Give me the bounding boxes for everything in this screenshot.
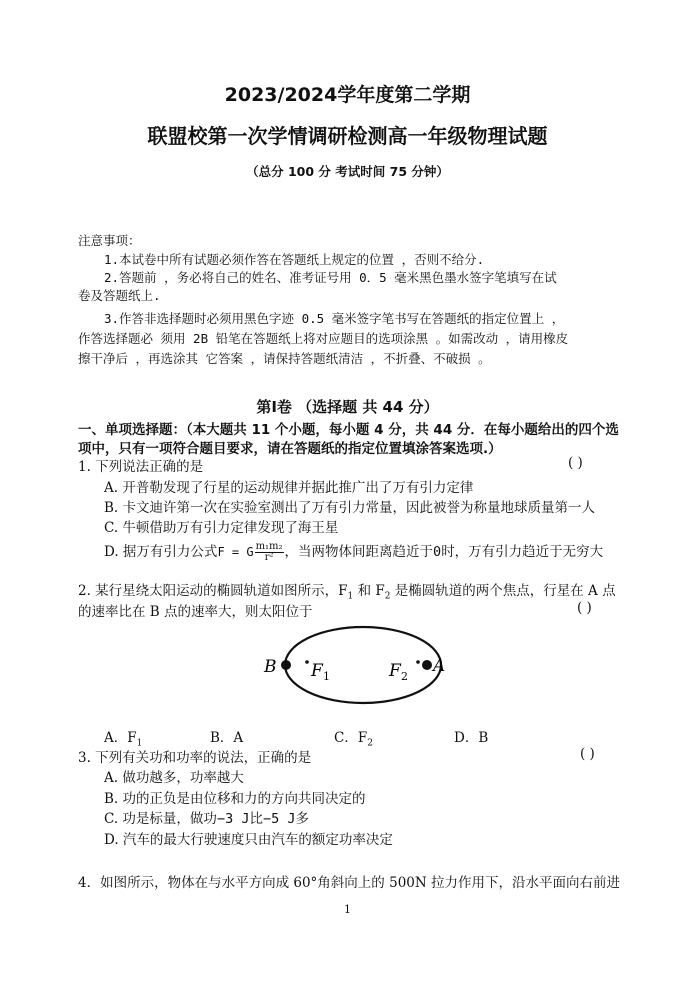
q2-option-a-subscript: 1	[136, 738, 143, 749]
q1-option-d-mid: ，当两物体间距离趋近于	[284, 544, 434, 560]
q1-zero: 0	[433, 544, 442, 560]
q1-formula-numerator: m₁m₂	[255, 541, 283, 552]
q3-stem: 3. 下列有关功和功率的说法，正确的是	[78, 750, 312, 766]
notice-item-3-line-2: 作答选择题必 须用 2B 铅笔在答题纸上将对应题目的选项涂黑 。如需改动 ，请用橡皮	[78, 331, 569, 346]
label-f1-subscript: 1	[323, 670, 330, 683]
q2-option-c-subscript: 2	[367, 738, 373, 749]
q4-stem: 4．如图所示，物体在与水平方向成 60°角斜向上的 500N 拉力作用下，沿水平面向右前进	[78, 875, 620, 891]
q1-formula-lhs: F = G	[217, 545, 254, 559]
focus-f1-dot	[305, 660, 309, 664]
q2-f1-subscript: 1	[347, 591, 354, 602]
q3-option-a: A. 做功越多，功率越大	[104, 770, 244, 786]
label-f1: F	[311, 661, 323, 681]
q3-option-c-prefix: C. 功是标量，做功	[104, 811, 217, 827]
section-title: 第Ⅰ卷 （选择题 共 44 分）	[256, 398, 439, 416]
q1-option-b: B. 卡文迪许第一次在实验室测出了万有引力常量，因此被誉为称量地球质量第一人	[104, 500, 596, 516]
notice-item-3-line-3: 擦干净后 ，再选涂其 它答案 ，请保持答题纸清洁 ，不折叠、不破损 。	[78, 351, 491, 366]
q3-value-1: −3 J	[216, 811, 250, 827]
label-f2-subscript: 2	[401, 670, 408, 683]
q1-answer-blank: ( )	[568, 455, 583, 471]
label-a: A	[433, 656, 446, 676]
q2-f2-subscript: 2	[384, 591, 391, 602]
q3-option-c-suffix: 多	[295, 811, 309, 827]
q1-formula-fraction	[255, 542, 284, 563]
notice-item-2-line-1: 2.答题前 ，务必将自己的姓名、准考证号用 0．5 毫米黑色墨水签字笔填写在试	[104, 270, 557, 285]
point-a	[422, 660, 432, 670]
label-b: B	[264, 657, 277, 677]
section-instructions-line-1: 一、单项选择题：（本大题共 11 个小题，每小题 4 分，共 44 分．在每小题给出的四个选	[78, 422, 619, 438]
exam-year-title: 2023/2024学年度第二学期	[224, 84, 471, 106]
orbit-ellipse	[285, 627, 441, 703]
q3-option-b: B. 功的正负是由位移和力的方向共同决定的	[104, 791, 366, 807]
q2-option-d: D．B	[454, 730, 489, 746]
section-instructions-line-2: 项中，只有一项符合题目要求，请在答题纸的指定位置填涂答案选项.）	[78, 441, 502, 457]
q3-option-c-mid: 比	[249, 811, 263, 827]
exam-subtitle: （总分 100 分 考试时间 75 分钟）	[246, 164, 449, 179]
q3-value-2: −5 J	[262, 811, 296, 827]
q2-option-c-text: C．F	[334, 730, 368, 746]
q1-option-a: A. 开普勒发现了行星的运动规律并据此推广出了万有引力定律	[104, 480, 474, 496]
orbit-figure	[255, 622, 455, 712]
q3-option-d: D. 汽车的最大行驶速度只由汽车的额定功率决定	[104, 832, 393, 848]
notice-item-2-line-2: 卷及答题纸上.	[78, 288, 161, 303]
q2-stem-part-a: 2. 某行星绕太阳运动的椭圆轨道如图所示，F	[78, 583, 348, 599]
q2-answer-blank: ( )	[577, 600, 592, 616]
point-b	[281, 660, 291, 670]
focus-f2-dot	[416, 660, 420, 664]
q3-option-c	[104, 807, 309, 827]
q1-option-d-prefix: D. 据万有引力公式	[104, 544, 218, 560]
q2-stem-line-1	[78, 579, 616, 602]
exam-title: 联盟校第一次学情调研检测高一年级物理试题	[147, 124, 548, 148]
q2-option-b: B．A	[210, 730, 244, 746]
q1-stem: 1. 下列说法正确的是	[78, 459, 204, 475]
q2-option-a-text: A．F	[104, 730, 137, 746]
q2-stem-line-2: 的速率比在 B 点的速率大，则太阳位于	[78, 604, 313, 620]
q2-option-c	[334, 726, 373, 749]
notice-item-3-line-1: 3.作答非选择题时必须用黑色字迹 0.5 毫米签字笔书写在答题纸的指定位置上 ，	[104, 311, 565, 326]
q1-option-d	[104, 540, 603, 563]
q1-formula-denominator: r²	[264, 552, 274, 563]
q3-answer-blank: ( )	[580, 746, 595, 762]
q1-option-d-suffix: 时，万有引力趋近于无穷大	[441, 544, 604, 560]
notice-heading: 注意事项：	[78, 233, 141, 248]
label-f2: F	[389, 661, 401, 681]
q2-stem-part-b: 和 F	[353, 583, 385, 599]
page-number: 1	[344, 903, 351, 916]
q2-stem-part-c: 是椭圆轨道的两个焦点，行星在 A 点	[390, 583, 616, 599]
q1-option-c: C. 牛顿借助万有引力定律发现了海王星	[104, 520, 339, 536]
notice-item-1: 1.本试卷中所有试题必须作答在答题纸上规定的位置 ，否则不给分.	[104, 252, 485, 267]
